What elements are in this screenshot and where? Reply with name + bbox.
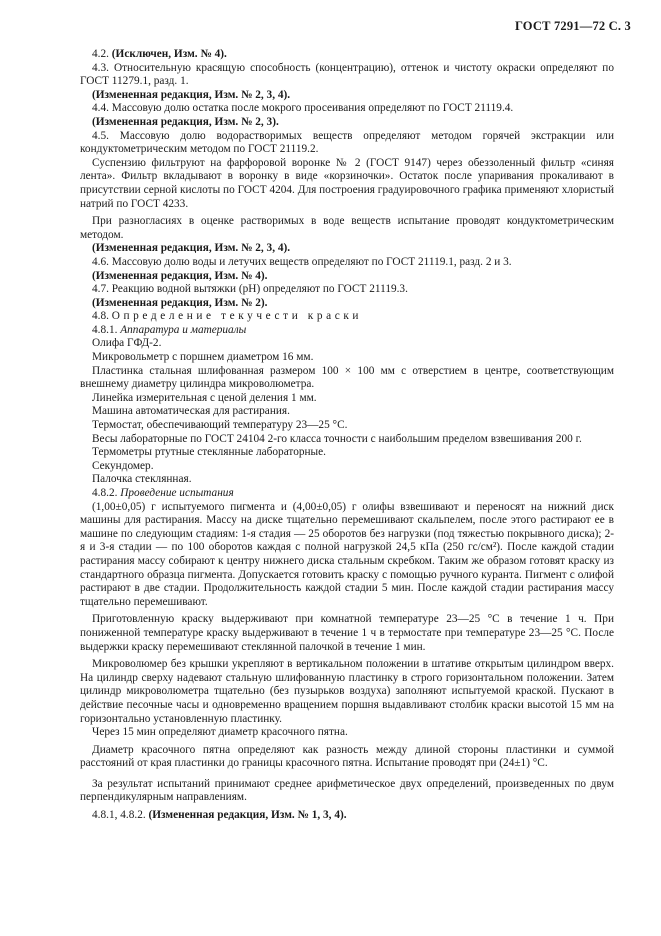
- text-run: Линейка измерительная с ценой деления 1 мм.: [92, 391, 317, 404]
- material-item: [80, 460, 614, 474]
- clause-4-5-dispute: [80, 215, 614, 242]
- clause-4-2: [80, 48, 614, 62]
- text-run: Термостат, обеспечивающий температуру 23—25 °С.: [92, 419, 348, 432]
- text-run: 4.5. Массовую долю водорастворимых веществ определяют методом горячей экстракции или кондуктометрическим методом по ГОСТ 21119.2.: [80, 129, 614, 156]
- clause-4-5-suspension: [80, 157, 614, 211]
- material-item: [80, 392, 614, 406]
- clause-4-8-heading: [80, 310, 614, 324]
- text-run: 4.3. Относительную красящую способность (концентрацию), оттенок и чистоту окраски определяют по ГОСТ 11279.1, разд. 1.: [80, 61, 614, 88]
- text-run: Машина автоматическая для растирания.: [92, 405, 290, 418]
- amendment-note: [80, 809, 614, 823]
- material-item: [80, 337, 614, 351]
- text-run: За результат испытаний принимают среднее арифметическое двух определений, произведенных по двум перпендикулярным направлениям.: [80, 777, 614, 804]
- text-run: (Измененная редакция, Изм. № 2, 3).: [92, 115, 279, 128]
- material-item: [80, 473, 614, 487]
- text-run: (1,00±0,05) г испытуемого пигмента и (4,00±0,05) г олифы взвешивают и переносят на нижний диск машины для растирания. Массу на диске тщательно перемешивают скальпелем, после этого растирают ее в машине по следующим стадиям: 1-я стадия — 25 оборотов без нагрузки (под тяжестью покрывного диска); 2-я и 3-я стадии — по 100 оборотов каждая с полной нагрузкой 24,5 кПа (250 гс/см²). После каждой стадии растирания массу собирают к центру нижнего диска стальным скребком. Таким же образом готовят краску из стандартного образца пигмента. Допускается готовить краску с помощью ручного куранта. Пигмент с олифой растирают в две стадии. Продолжительность каждой стадии 5 мин. После каждой стадии растирания массу тщательно перемешивают.: [80, 500, 614, 608]
- procedure-paragraph: [80, 726, 614, 740]
- text-run: 4.8.1.: [92, 323, 121, 336]
- document-body: [80, 48, 614, 823]
- text-run: 4.8.1, 4.8.2.: [92, 809, 149, 822]
- amendment-note: [80, 89, 614, 103]
- text-run: (Измененная редакция, Изм. № 4).: [92, 269, 268, 282]
- text-run: Олифа ГФД-2.: [92, 337, 162, 350]
- text-run: Термометры ртутные стеклянные лабораторные.: [92, 446, 326, 459]
- amendment-note: [80, 116, 614, 130]
- text-run: 4.8.: [92, 310, 112, 323]
- text-run: 4.8.2.: [92, 487, 121, 499]
- text-run: Проведение испытания: [120, 487, 234, 499]
- amendment-note: [80, 297, 614, 311]
- text-run: Микровольметр с поршнем диаметром 16 мм.: [92, 351, 314, 364]
- amendment-note: [80, 270, 614, 284]
- procedure-paragraph: [80, 658, 614, 726]
- text-run: Весы лабораторные по ГОСТ 24104 2-го класса точности с наибольшим пределом взвешивания 200 г.: [92, 432, 582, 445]
- result-paragraph: [80, 778, 614, 805]
- text-run: (Исключен, Изм. № 4).: [111, 48, 227, 60]
- text-run: Через 15 мин определяют диаметр красочного пятна.: [92, 726, 348, 739]
- page-header: ГОСТ 7291—72 С. 3: [514, 19, 631, 33]
- text-run: Палочка стеклянная.: [92, 473, 192, 486]
- text-run: 4.4. Массовую долю остатка после мокрого просеивания определяют по ГОСТ 21119.4.: [92, 102, 514, 115]
- text-run: Диаметр красочного пятна определяют как разность между длиной стороны пластинки и суммой расстояний от края пластинки до границы красочного пятна. Испытание проводят при (24±1) °С.: [80, 743, 614, 770]
- procedure-paragraph: [80, 501, 614, 610]
- text-run: Суспензию фильтруют на фарфоровой воронке № 2 (ГОСТ 9147) через обеззоленный фильтр «синяя лента». Фильтр вкладывают в воронку в виде «корзиночки». Остаток после упаривания прокаливают в присутствии серной кислоты по ГОСТ 4204. Для построения градуировочного графика применяют хлористый натрий по ГОСТ 4233.: [80, 156, 614, 210]
- material-item: [80, 351, 614, 365]
- text-run: Определение текучести краски: [111, 310, 363, 323]
- material-item: [80, 405, 614, 419]
- text-run: 4.2.: [92, 48, 112, 60]
- clause-4-3: [80, 62, 614, 89]
- amendment-note: [80, 242, 614, 256]
- clause-4-8-1-heading: [80, 324, 614, 338]
- text-run: Микроволюмер без крышки укрепляют в вертикальном положении в штативе открытым цилиндром вверх. На цилиндр сверху надевают стальную шлифованную пластинку в строго горизонтальном положении. Затем цилиндр микроволюметра тщательно (без пузырьков воздуха) заполняют испытуемой краской. Пускают в действие песочные часы и одновременно вращением поршня выдавливают столбик краски высотой 15 мм на горизонтально установленную пластинку.: [80, 658, 614, 725]
- clause-4-7: [80, 283, 614, 297]
- text-run: При разногласиях в оценке растворимых в воде веществ испытание проводят кондуктометрическим методом.: [80, 215, 614, 241]
- text-run: 4.6. Массовую долю воды и летучих веществ определяют по ГОСТ 21119.1, разд. 2 и 3.: [92, 255, 512, 268]
- clause-4-6: [80, 256, 614, 270]
- text-run: (Измененная редакция, Изм. № 2, 3, 4).: [92, 88, 291, 101]
- material-item: [80, 446, 614, 460]
- text-run: (Измененная редакция, Изм. № 2).: [92, 296, 268, 309]
- material-item: [80, 433, 614, 447]
- material-item: [80, 419, 614, 433]
- material-item: [80, 365, 614, 392]
- text-run: Пластинка стальная шлифованная размером 100 × 100 мм с отверстием в центре, соответствующим внешнему диаметру цилиндра микроволюметра.: [80, 364, 614, 391]
- text-run: (Измененная редакция, Изм. № 2, 3, 4).: [92, 242, 291, 255]
- text-run: 4.7. Реакцию водной вытяжки (pH) определяют по ГОСТ 21119.3.: [92, 283, 408, 296]
- clause-4-8-2-heading: [80, 487, 614, 501]
- procedure-paragraph: [80, 744, 614, 771]
- text-run: (Измененная редакция, Изм. № 1, 3, 4).: [148, 809, 347, 822]
- clause-4-4: [80, 102, 614, 116]
- clause-4-5: [80, 130, 614, 157]
- procedure-paragraph: [80, 613, 614, 654]
- text-run: Секундомер.: [92, 459, 154, 472]
- text-run: Аппаратура и материалы: [120, 323, 247, 336]
- text-run: Приготовленную краску выдерживают при комнатной температуре 23—25 °С в течение 1 ч. При пониженной температуре краску выдерживают в течение 1 ч в термостате при температуре 23—25 °С. После выдержки краску перемешивают стеклянной палочкой в течение 1 мин.: [80, 613, 614, 653]
